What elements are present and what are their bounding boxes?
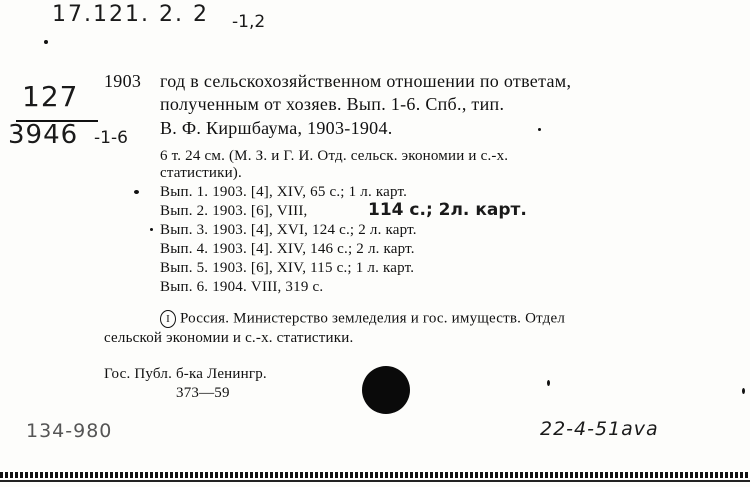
scan-speck [150, 228, 153, 231]
scan-speck [134, 190, 139, 194]
edge-line [0, 480, 750, 482]
volume-4: Вып. 4. 1903. [4]. XIV, 146 с.; 2 л. карт. [160, 241, 415, 257]
subject-marker: I [160, 310, 176, 328]
call-number-top: 127 [22, 80, 79, 113]
title-line-1: год в сельскохозяйственном отношении по ответам, [160, 71, 572, 91]
shelf-mark-top-suffix: -1,2 [232, 12, 266, 32]
punch-hole [362, 366, 410, 414]
scan-speck [547, 380, 550, 386]
scan-speck [44, 40, 48, 44]
volume-2: Вып. 2. 1903. [6], VIII, [160, 203, 308, 219]
description-line-2: статистики). [160, 165, 242, 181]
note-bottom-left: 134-980 [26, 420, 113, 442]
call-number-range: -1-6 [94, 128, 128, 148]
card-bottom-edge [0, 470, 750, 487]
volume-6: Вып. 6. 1904. VIII, 319 с. [160, 279, 324, 295]
volume-3: Вып. 3. 1903. [4], XVI, 124 с.; 2 л. карт. [160, 222, 417, 238]
scan-speck [742, 388, 745, 394]
title-line-2: полученным от хозяев. Вып. 1-6. Спб., тип. [160, 94, 505, 114]
library-line: Гос. Публ. б-ка Ленингр. [104, 366, 267, 382]
volume-2-handwritten: 114 с.; 2л. карт. [368, 200, 527, 220]
volume-1: Вып. 1. 1903. [4], XIV, 65 с.; 1 л. карт. [160, 184, 408, 200]
description-line-1: 6 т. 24 см. (М. З. и Г. И. Отд. сельск. экономии и с.-х. [160, 148, 509, 164]
year: 1903 [104, 71, 142, 91]
library-code: 373—59 [176, 385, 230, 401]
call-number-bottom: 3946 [8, 120, 79, 150]
subject-line-1-text: Россия. Министерство земледелия и гос. имуществ. Отдел [180, 310, 566, 327]
shelf-mark-top: 17.121. 2. 2 [52, 2, 209, 27]
perforation-band [0, 472, 750, 478]
scan-speck [538, 128, 541, 131]
subject-line-1 [160, 310, 565, 328]
title-line-3: В. Ф. Киршбаума, 1903-1904. [160, 118, 393, 138]
subject-line-2: сельской экономии и с.-х. статистики. [104, 330, 354, 346]
volume-5: Вып. 5. 1903. [6], XIV, 115 с.; 1 л. карт. [160, 260, 415, 276]
note-bottom-right: 22-4-51ava [540, 418, 659, 440]
